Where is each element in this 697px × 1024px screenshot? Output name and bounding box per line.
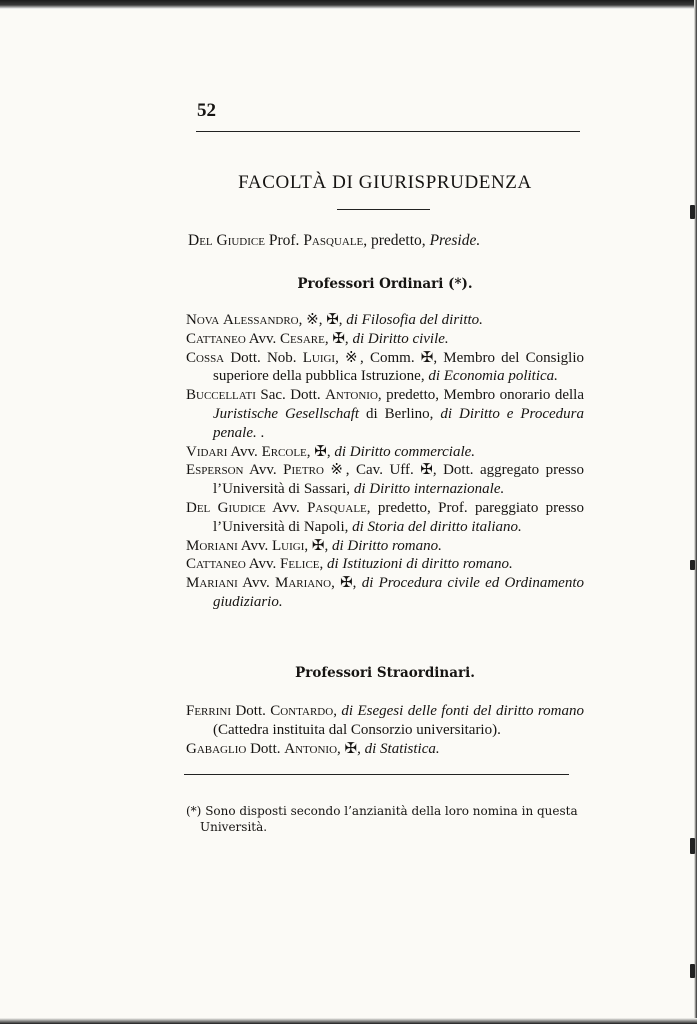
section-title: FACOLTÀ DI GIURISPRUDENZA xyxy=(238,172,532,193)
professor-surname: Cossa xyxy=(186,349,225,366)
professor-subject: di Filosofia del diritto. xyxy=(346,312,483,328)
dean-line xyxy=(188,232,588,250)
professor-surname: Gabaglio xyxy=(186,740,247,757)
header-rule xyxy=(196,131,580,132)
professor-notes: , predetto, Membro onorario della xyxy=(377,387,584,404)
professor-tail: (Cattedra instituita dal Consorzio universitario). xyxy=(213,721,501,738)
footnote xyxy=(186,803,600,835)
professor-given-name: Antonio xyxy=(284,740,338,757)
professor-surname: Del Giudice xyxy=(186,499,266,516)
professor-society: Juristische Gesellschaft xyxy=(213,405,360,422)
professor-notes: , ✠, xyxy=(304,537,332,554)
professor-notes: , xyxy=(319,556,328,573)
professor-entry xyxy=(186,443,584,462)
professor-surname: Buccellati xyxy=(186,387,256,404)
professor-given-name: Luigi xyxy=(272,537,305,554)
straordinari-list xyxy=(186,702,584,758)
professor-subject: di Diritto internazionale. xyxy=(353,481,505,498)
professor-surname: Ferrini xyxy=(186,703,232,719)
professor-subject: di Diritto e Procedura penale. xyxy=(213,405,584,441)
dean-surname: Del Giudice xyxy=(188,232,265,249)
professor-title: Sac. Dott. xyxy=(255,387,326,404)
professor-notes: ※, Cav. Uff. ✠, Dott. aggregato presso l’Università di Sassari, xyxy=(213,462,585,498)
professor-surname: Cattaneo xyxy=(186,330,246,347)
professor-surname: Vidari xyxy=(186,443,228,460)
dean-note: , predetto, xyxy=(363,232,430,249)
professor-title: Avv. xyxy=(237,575,275,592)
professor-notes: , ※, ✠, xyxy=(298,312,347,328)
professor-entry xyxy=(186,330,584,349)
professor-given-name: Luigi xyxy=(302,349,336,366)
professor-given-name: Alessandro xyxy=(223,312,299,328)
professor-entry xyxy=(186,740,584,759)
professor-title: Dott. Nob. xyxy=(224,349,303,366)
professor-notes: , ✠, xyxy=(306,443,335,460)
professor-title: Avv. xyxy=(245,330,281,347)
title-rule xyxy=(337,209,430,210)
professor-notes: , ✠, xyxy=(337,740,365,757)
dean-given-name: Pasquale xyxy=(303,232,364,249)
margin-mark xyxy=(690,838,695,854)
professor-title: Avv. xyxy=(227,443,262,460)
professor-surname: Moriani xyxy=(186,537,238,554)
scan-top-border xyxy=(0,0,697,9)
professor-title: Dott. xyxy=(231,703,271,719)
straordinari-heading: Professori Straordinari. xyxy=(295,665,475,681)
professor-surname: Esperson xyxy=(186,462,244,479)
professor-subject: di Economia politica. xyxy=(428,368,558,385)
professor-given-name: Antonio xyxy=(325,387,378,404)
dean-role: Preside. xyxy=(429,232,481,249)
professor-entry xyxy=(186,311,584,330)
professor-surname: Nova xyxy=(186,312,220,328)
professor-notes: , ✠, xyxy=(331,575,362,592)
professor-entry xyxy=(186,537,584,556)
page-number: 52 xyxy=(197,100,216,121)
professor-given-name: Felice xyxy=(280,556,320,573)
professor-notes: , ✠, xyxy=(324,330,353,347)
professor-entry xyxy=(186,499,584,537)
professor-notes-2: di Berlino, xyxy=(359,405,441,422)
professor-subject: di Statistica. xyxy=(364,740,440,757)
professor-subject: di Diritto commerciale. xyxy=(334,443,476,460)
footnote-rule xyxy=(184,774,569,775)
professor-given-name: Pasquale xyxy=(307,499,367,516)
professor-title: Avv. xyxy=(245,556,281,573)
ordinari-list xyxy=(186,311,584,612)
professor-subject: di Diritto civile. xyxy=(352,330,449,347)
dean-title: Prof. xyxy=(268,232,300,249)
professor-subject: di Procedura civile ed Ordinamento giudiziario. xyxy=(213,575,584,610)
professor-entry xyxy=(186,555,584,574)
professor-given-name: Pietro xyxy=(283,462,324,479)
professor-given-name: Mariano xyxy=(275,575,332,592)
professor-entry xyxy=(186,386,584,442)
professor-entry xyxy=(186,349,584,387)
professor-entry xyxy=(186,461,584,499)
professor-entry xyxy=(186,702,584,740)
professor-entry xyxy=(186,574,584,612)
professor-tail: . xyxy=(256,424,265,441)
professor-subject: di Istituzioni di diritto romano. xyxy=(327,556,513,573)
professor-subject: di Esegesi delle fonti del diritto romano xyxy=(341,703,585,719)
professor-notes: , predetto, Prof. pareggiato presso l’Università di Napoli, xyxy=(213,499,584,535)
ordinari-heading: Professori Ordinari (*). xyxy=(297,276,473,292)
professor-title: Avv. xyxy=(265,499,308,516)
professor-title: Avv. xyxy=(237,537,273,554)
professor-notes: , xyxy=(333,703,342,719)
scan-bottom-border xyxy=(0,1018,697,1024)
margin-mark xyxy=(690,964,695,978)
professor-subject: di Diritto romano. xyxy=(331,537,442,554)
margin-mark xyxy=(690,205,695,219)
professor-surname: Mariani xyxy=(186,575,238,592)
professor-given-name: Ercole xyxy=(261,443,307,460)
professor-given-name: Cesare xyxy=(280,330,325,347)
professor-notes: , ※, Comm. ✠, Membro del Consiglio superiore della pubblica Istruzione, xyxy=(213,349,584,385)
professor-title: Dott. xyxy=(246,740,285,757)
footnote-text: Sono disposti secondo l’anzianità della loro nomina in questa Università. xyxy=(200,804,578,834)
professor-title: Avv. xyxy=(243,462,284,479)
professor-subject: di Storia del diritto italiano. xyxy=(352,518,522,535)
professor-surname: Cattaneo xyxy=(186,556,246,573)
professor-given-name: Contardo xyxy=(270,703,334,719)
margin-mark xyxy=(690,560,695,570)
footnote-mark: (*) xyxy=(186,804,202,818)
